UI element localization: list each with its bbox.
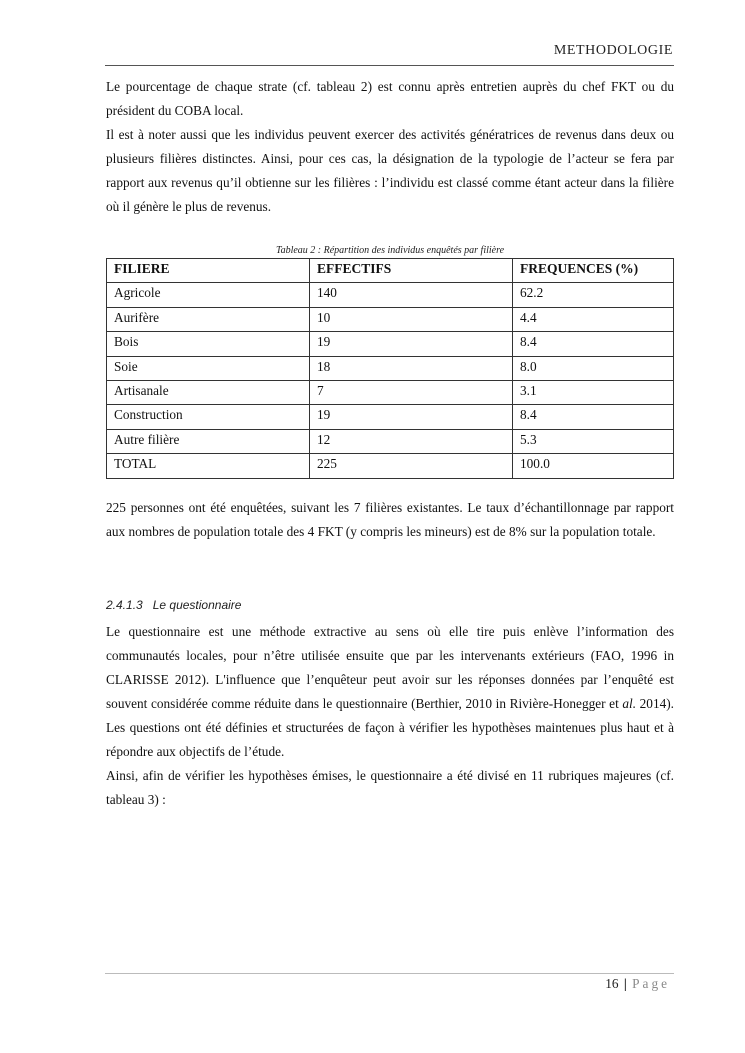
cell-frequence: 100.0 xyxy=(513,454,674,478)
section-title: Le questionnaire xyxy=(152,598,242,612)
cell-filiere: Bois xyxy=(107,332,310,356)
cell-effectifs: 7 xyxy=(310,380,513,404)
questionnaire-text xyxy=(106,620,674,812)
cell-effectifs: 225 xyxy=(310,454,513,478)
cell-effectifs: 18 xyxy=(310,356,513,380)
cell-filiere: Soie xyxy=(107,356,310,380)
cell-frequence: 62.2 xyxy=(513,283,674,307)
questionnaire-paragraph-1 xyxy=(106,620,674,764)
running-header: METHODOLOGIE xyxy=(553,43,673,58)
table-row xyxy=(107,283,674,307)
table-row xyxy=(107,380,674,404)
page-footer xyxy=(605,976,670,992)
questionnaire-text-part-2: 2014). Les questions ont été définies et structurées de façon à vérifier les hypothèses maintenues plus haut et à répondre aux objectifs de l’étude. xyxy=(106,696,675,759)
page-label: Page xyxy=(632,976,670,991)
questionnaire-paragraph-2: Ainsi, afin de vérifier les hypothèses émises, le questionnaire a été divisé en 11 rubriques majeures (cf. tableau 3) : xyxy=(106,768,674,807)
distribution-table xyxy=(106,258,674,479)
footer-separator: | xyxy=(623,976,627,991)
header-filiere: FILIERE xyxy=(107,259,310,283)
header-effectifs: EFFECTIFS xyxy=(310,259,513,283)
header-frequences: FREQUENCES (%) xyxy=(513,259,674,283)
footer-rule xyxy=(105,973,674,974)
sampling-text xyxy=(106,496,674,544)
cell-filiere: Aurifère xyxy=(107,307,310,331)
cell-filiere: Construction xyxy=(107,405,310,429)
cell-frequence: 8.4 xyxy=(513,332,674,356)
table-row xyxy=(107,356,674,380)
table-row xyxy=(107,307,674,331)
cell-filiere: Artisanale xyxy=(107,380,310,404)
cell-frequence: 4.4 xyxy=(513,307,674,331)
cell-frequence: 8.4 xyxy=(513,405,674,429)
table-caption: Tableau 2 : Répartition des individus enquêtés par filière xyxy=(275,245,505,256)
cell-frequence: 5.3 xyxy=(513,429,674,453)
sampling-paragraph: 225 personnes ont été enquêtées, suivant les 7 filières existantes. Le taux d’échantillonnage par rapport aux nombres de population totale des 4 FKT (y compris les mineurs) est de 8% sur la population totale. xyxy=(106,500,674,539)
cell-effectifs: 140 xyxy=(310,283,513,307)
intro-paragraph-2: Il est à noter aussi que les individus peuvent exercer des activités génératrices de revenus dans deux ou plusieurs filières distinctes. Ainsi, pour ces cas, la désignation de la typologie de l’acteur se fera par rapport aux revenus qu’il obtienne sur les filières : l’individu est classé comme étant acteur dans la filière où il génère le plus de revenus. xyxy=(106,127,674,214)
intro-paragraph-1: Le pourcentage de chaque strate (cf. tableau 2) est connu après entretien auprès du chef FKT ou du président du COBA local. xyxy=(106,79,674,118)
section-number: 2.4.1.3 xyxy=(106,598,143,612)
cell-effectifs: 19 xyxy=(310,405,513,429)
table-total-row xyxy=(107,454,674,478)
cell-effectifs: 19 xyxy=(310,332,513,356)
cell-effectifs: 12 xyxy=(310,429,513,453)
page-number: 16 xyxy=(605,976,619,991)
cell-filiere: Autre filière xyxy=(107,429,310,453)
citation-al: al. xyxy=(622,696,637,711)
section-heading xyxy=(106,598,241,612)
table-row xyxy=(107,405,674,429)
intro-text xyxy=(106,75,674,219)
table-row xyxy=(107,429,674,453)
header-rule xyxy=(105,65,674,66)
cell-frequence: 8.0 xyxy=(513,356,674,380)
cell-effectifs: 10 xyxy=(310,307,513,331)
table-header-row xyxy=(107,259,674,283)
table-row xyxy=(107,332,674,356)
cell-frequence: 3.1 xyxy=(513,380,674,404)
cell-filiere: Agricole xyxy=(107,283,310,307)
questionnaire-text-part-1: Le questionnaire est une méthode extractive au sens où elle tire puis enlève l’information des communautés locales, pour n’être utilisée ensuite que par les intervenants extérieurs (FAO, 1996 in CLARISSE 2012). L'influence que l’enquêteur peut avoir sur les réponses données par l’enquêté est souvent considérée comme réduite dans le questionnaire (Berthier, 2010 in Rivière-Honegger et xyxy=(106,624,674,711)
cell-filiere: TOTAL xyxy=(107,454,310,478)
